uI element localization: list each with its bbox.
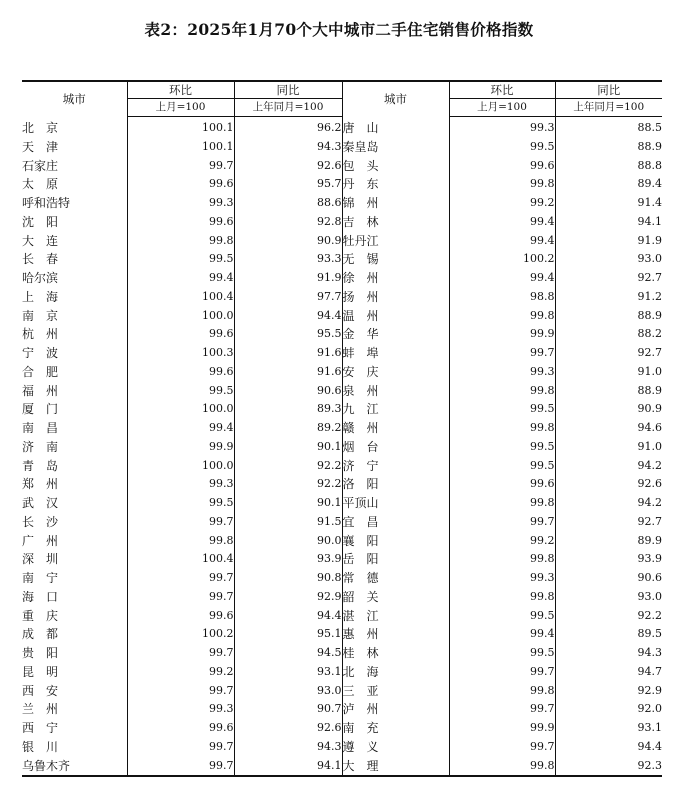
yoy-value: 89.4	[555, 175, 662, 194]
mom-value: 99.7	[127, 682, 234, 701]
table-row	[22, 625, 662, 644]
yoy-value: 94.5	[234, 644, 342, 663]
city-cell: 北 京	[22, 120, 59, 135]
mom-value: 99.5	[127, 250, 234, 269]
city-cell: 福 州	[22, 383, 59, 398]
city-cell: 平顶山	[342, 494, 449, 513]
city-cell: 吉 林	[342, 213, 449, 232]
city-cell: 兰 州	[22, 702, 59, 717]
mom-value: 99.9	[127, 438, 234, 457]
mom-value: 100.4	[127, 550, 234, 569]
table-row	[22, 157, 662, 176]
table-title: 表2：2025年1月70个大中城市二手住宅销售价格指数	[144, 20, 534, 39]
city-cell: 呼和浩特	[22, 196, 71, 210]
city-cell: 无 锡	[342, 250, 449, 269]
yoy-base-right: 上年同月=100	[555, 99, 662, 117]
yoy-value: 89.5	[555, 625, 662, 644]
mom-value: 99.7	[127, 757, 234, 777]
table-row	[22, 588, 662, 607]
city-cell: 宜 昌	[342, 513, 449, 532]
header-row-group	[22, 81, 662, 99]
yoy-value: 93.0	[234, 682, 342, 701]
yoy-value: 92.9	[555, 682, 662, 701]
yoy-value: 91.9	[234, 269, 342, 288]
mom-value: 99.7	[127, 644, 234, 663]
city-cell: 牡丹江	[342, 232, 449, 251]
city-cell: 武 汉	[22, 496, 59, 510]
yoy-value: 88.9	[555, 307, 662, 326]
mom-value: 98.8	[449, 288, 555, 307]
mom-value: 99.8	[449, 175, 555, 194]
mom-value: 99.3	[127, 475, 234, 494]
yoy-value: 92.3	[555, 757, 662, 777]
yoy-value: 92.6	[234, 719, 342, 738]
mom-value: 99.3	[127, 700, 234, 719]
city-cell: 丹 东	[342, 175, 449, 194]
table-row	[22, 607, 662, 626]
table-row	[22, 700, 662, 719]
table-row	[22, 363, 662, 382]
city-cell: 沈 阳	[22, 214, 59, 229]
city-cell: 济 宁	[342, 457, 449, 476]
yoy-value: 88.8	[555, 157, 662, 176]
city-cell: 常 德	[342, 569, 449, 588]
mom-value: 100.2	[127, 625, 234, 644]
city-cell: 蚌 埠	[342, 344, 449, 363]
yoy-value: 93.3	[234, 250, 342, 269]
city-cell: 唐 山	[342, 117, 449, 138]
mom-value: 99.7	[449, 513, 555, 532]
yoy-value: 92.9	[234, 588, 342, 607]
yoy-value: 92.8	[234, 213, 342, 232]
yoy-value: 94.3	[234, 738, 342, 757]
mom-value: 99.4	[449, 232, 555, 251]
yoy-value: 88.2	[555, 325, 662, 344]
yoy-value: 91.4	[555, 194, 662, 213]
city-header-left: 城市	[22, 81, 127, 117]
city-cell: 泉 州	[342, 382, 449, 401]
mom-value: 99.5	[449, 138, 555, 157]
city-cell: 温 州	[342, 307, 449, 326]
mom-value: 99.7	[449, 700, 555, 719]
city-cell: 西 宁	[22, 721, 59, 735]
city-cell: 南 宁	[22, 571, 59, 585]
mom-header-right: 环比	[449, 81, 555, 99]
table-row	[22, 682, 662, 701]
city-cell: 重 庆	[22, 608, 59, 623]
yoy-value: 90.6	[234, 382, 342, 401]
yoy-base-left: 上年同月=100	[234, 99, 342, 117]
mom-value: 99.8	[449, 494, 555, 513]
mom-value: 99.5	[127, 382, 234, 401]
mom-value: 99.6	[127, 175, 234, 194]
table-row	[22, 757, 662, 777]
mom-value: 99.7	[449, 344, 555, 363]
yoy-value: 89.9	[555, 532, 662, 551]
yoy-value: 92.2	[234, 475, 342, 494]
table-row	[22, 663, 662, 682]
mom-value: 99.6	[127, 213, 234, 232]
city-cell: 金 华	[342, 325, 449, 344]
table-row	[22, 569, 662, 588]
mom-value: 99.4	[127, 269, 234, 288]
yoy-value: 89.2	[234, 419, 342, 438]
yoy-value: 91.6	[234, 344, 342, 363]
mom-value: 99.6	[127, 719, 234, 738]
city-cell: 银 川	[22, 739, 59, 754]
city-cell: 西 安	[22, 683, 59, 698]
table-row	[22, 550, 662, 569]
table-row	[22, 288, 662, 307]
yoy-value: 91.6	[234, 363, 342, 382]
mom-value: 99.8	[449, 382, 555, 401]
city-cell: 合 肥	[22, 364, 59, 379]
city-cell: 惠 州	[342, 625, 449, 644]
mom-value: 99.3	[449, 117, 555, 138]
city-cell: 上 海	[22, 289, 59, 304]
yoy-value: 95.1	[234, 625, 342, 644]
city-cell: 岳 阳	[342, 550, 449, 569]
city-cell: 包 头	[342, 157, 449, 176]
mom-value: 99.4	[449, 213, 555, 232]
mom-base-right: 上月=100	[449, 99, 555, 117]
mom-value: 99.3	[449, 363, 555, 382]
yoy-value: 94.4	[555, 738, 662, 757]
mom-value: 99.5	[127, 494, 234, 513]
mom-value: 99.4	[449, 625, 555, 644]
yoy-value: 94.1	[234, 757, 342, 777]
mom-value: 99.5	[449, 644, 555, 663]
table-row	[22, 269, 662, 288]
city-header-right: 城市	[342, 81, 449, 117]
yoy-value: 94.3	[555, 644, 662, 663]
city-cell: 三 亚	[342, 682, 449, 701]
city-cell: 大 理	[342, 757, 449, 777]
yoy-value: 97.7	[234, 288, 342, 307]
mom-value: 99.5	[449, 607, 555, 626]
mom-value: 100.4	[127, 288, 234, 307]
city-cell: 深 圳	[22, 552, 59, 567]
yoy-value: 94.6	[555, 419, 662, 438]
table-row	[22, 719, 662, 738]
yoy-value: 92.7	[555, 344, 662, 363]
yoy-value: 94.1	[555, 213, 662, 232]
yoy-value: 91.2	[555, 288, 662, 307]
yoy-value: 95.7	[234, 175, 342, 194]
city-cell: 太 原	[22, 177, 59, 192]
mom-value: 99.6	[127, 363, 234, 382]
yoy-value: 91.5	[234, 513, 342, 532]
mom-value: 99.8	[449, 682, 555, 701]
city-cell: 宁 波	[22, 346, 59, 360]
yoy-header-left: 同比	[234, 81, 342, 99]
yoy-value: 91.0	[555, 438, 662, 457]
city-cell: 泸 州	[342, 700, 449, 719]
city-cell: 襄 阳	[342, 532, 449, 551]
table-row	[22, 494, 662, 513]
mom-header-left: 环比	[127, 81, 234, 99]
table-row	[22, 138, 662, 157]
yoy-value: 92.2	[555, 607, 662, 626]
yoy-value: 94.4	[234, 307, 342, 326]
table-row	[22, 738, 662, 757]
yoy-value: 90.7	[234, 700, 342, 719]
mom-value: 99.6	[449, 157, 555, 176]
mom-value: 99.7	[127, 157, 234, 176]
mom-value: 99.2	[127, 663, 234, 682]
city-cell: 郑 州	[22, 477, 59, 492]
yoy-value: 93.1	[555, 719, 662, 738]
mom-value: 99.8	[449, 757, 555, 777]
city-cell: 长 沙	[22, 514, 59, 529]
yoy-value: 90.9	[555, 400, 662, 419]
city-cell: 安 庆	[342, 363, 449, 382]
city-cell: 济 南	[22, 439, 59, 454]
mom-value: 100.0	[127, 457, 234, 476]
yoy-value: 93.0	[555, 250, 662, 269]
city-cell: 广 州	[22, 533, 59, 548]
yoy-value: 90.6	[555, 569, 662, 588]
table-row	[22, 307, 662, 326]
yoy-value: 90.1	[234, 438, 342, 457]
yoy-value: 90.0	[234, 532, 342, 551]
yoy-header-right: 同比	[555, 81, 662, 99]
mom-value: 99.8	[449, 419, 555, 438]
mom-base-left: 上月=100	[127, 99, 234, 117]
table-row	[22, 175, 662, 194]
yoy-value: 91.0	[555, 363, 662, 382]
city-cell: 湛 江	[342, 607, 449, 626]
yoy-value: 92.0	[555, 700, 662, 719]
mom-value: 99.2	[449, 532, 555, 551]
yoy-value: 94.7	[555, 663, 662, 682]
mom-value: 99.8	[449, 307, 555, 326]
city-cell: 海 口	[22, 589, 59, 604]
mom-value: 99.4	[449, 269, 555, 288]
yoy-value: 94.3	[234, 138, 342, 157]
mom-value: 99.6	[127, 325, 234, 344]
yoy-value: 93.0	[555, 588, 662, 607]
yoy-value: 93.1	[234, 663, 342, 682]
yoy-value: 90.9	[234, 232, 342, 251]
mom-value: 100.3	[127, 344, 234, 363]
city-cell: 徐 州	[342, 269, 449, 288]
city-cell: 九 江	[342, 400, 449, 419]
mom-value: 99.5	[449, 400, 555, 419]
yoy-value: 92.7	[555, 269, 662, 288]
yoy-value: 94.4	[234, 607, 342, 626]
yoy-value: 94.2	[555, 494, 662, 513]
city-cell: 洛 阳	[342, 475, 449, 494]
mom-value: 99.7	[449, 738, 555, 757]
yoy-value: 90.1	[234, 494, 342, 513]
table-row	[22, 250, 662, 269]
city-cell: 桂 林	[342, 644, 449, 663]
mom-value: 99.8	[127, 232, 234, 251]
yoy-value: 92.6	[234, 157, 342, 176]
yoy-value: 95.5	[234, 325, 342, 344]
city-cell: 青 岛	[22, 458, 59, 473]
city-cell: 南 充	[342, 719, 449, 738]
yoy-value: 93.9	[555, 550, 662, 569]
mom-value: 99.3	[127, 194, 234, 213]
yoy-value: 92.7	[555, 513, 662, 532]
price-index-table	[22, 80, 662, 777]
mom-value: 99.8	[449, 588, 555, 607]
city-cell: 秦皇岛	[342, 138, 449, 157]
city-cell: 赣 州	[342, 419, 449, 438]
mom-value: 99.4	[127, 419, 234, 438]
mom-value: 99.7	[127, 513, 234, 532]
yoy-value: 88.5	[555, 117, 662, 138]
mom-value: 99.9	[449, 325, 555, 344]
city-cell: 贵 阳	[22, 646, 59, 660]
mom-value: 99.6	[127, 607, 234, 626]
city-cell: 昆 明	[22, 664, 59, 679]
table-row	[22, 419, 662, 438]
mom-value: 100.2	[449, 250, 555, 269]
table-row	[22, 513, 662, 532]
table-row	[22, 232, 662, 251]
mom-value: 100.1	[127, 138, 234, 157]
yoy-value: 89.3	[234, 400, 342, 419]
city-cell: 烟 台	[342, 438, 449, 457]
table-row	[22, 532, 662, 551]
yoy-value: 92.6	[555, 475, 662, 494]
city-cell: 乌鲁木齐	[22, 757, 127, 777]
city-cell: 大 连	[22, 233, 59, 248]
mom-value: 99.5	[449, 457, 555, 476]
city-cell: 锦 州	[342, 194, 449, 213]
city-cell: 石家庄	[22, 158, 59, 173]
table-row	[22, 325, 662, 344]
yoy-value: 94.2	[555, 457, 662, 476]
mom-value: 99.7	[127, 738, 234, 757]
table-row	[22, 382, 662, 401]
mom-value: 100.1	[127, 117, 234, 138]
city-cell: 天 津	[22, 139, 59, 154]
mom-value: 99.6	[449, 475, 555, 494]
table-row	[22, 644, 662, 663]
table-row	[22, 117, 662, 138]
table-row	[22, 344, 662, 363]
city-cell: 杭 州	[22, 327, 59, 342]
yoy-value: 92.2	[234, 457, 342, 476]
yoy-value: 91.9	[555, 232, 662, 251]
city-cell: 南 京	[22, 308, 59, 323]
mom-value: 99.9	[449, 719, 555, 738]
table-row	[22, 457, 662, 476]
mom-value: 99.7	[127, 569, 234, 588]
mom-value: 99.7	[127, 588, 234, 607]
mom-value: 100.0	[127, 307, 234, 326]
mom-value: 100.0	[127, 400, 234, 419]
yoy-value: 88.6	[234, 194, 342, 213]
mom-value: 99.3	[449, 569, 555, 588]
mom-value: 99.8	[449, 550, 555, 569]
mom-value: 99.5	[449, 438, 555, 457]
city-cell: 成 都	[22, 627, 59, 642]
mom-value: 99.2	[449, 194, 555, 213]
mom-value: 99.7	[449, 663, 555, 682]
mom-value: 99.8	[127, 532, 234, 551]
city-cell: 遵 义	[342, 738, 449, 757]
yoy-value: 88.9	[555, 138, 662, 157]
city-cell: 厦 门	[22, 402, 59, 417]
city-cell: 南 昌	[22, 421, 59, 435]
yoy-value: 88.9	[555, 382, 662, 401]
city-cell: 扬 州	[342, 288, 449, 307]
yoy-value: 93.9	[234, 550, 342, 569]
yoy-value: 96.2	[234, 117, 342, 138]
city-cell: 韶 关	[342, 588, 449, 607]
city-cell: 长 春	[22, 252, 59, 267]
table-row	[22, 400, 662, 419]
table-row	[22, 213, 662, 232]
table-row	[22, 194, 662, 213]
yoy-value: 90.8	[234, 569, 342, 588]
table-row	[22, 438, 662, 457]
city-cell: 哈尔滨	[22, 271, 59, 285]
city-cell: 北 海	[342, 663, 449, 682]
table-body	[22, 117, 662, 777]
table-row	[22, 475, 662, 494]
